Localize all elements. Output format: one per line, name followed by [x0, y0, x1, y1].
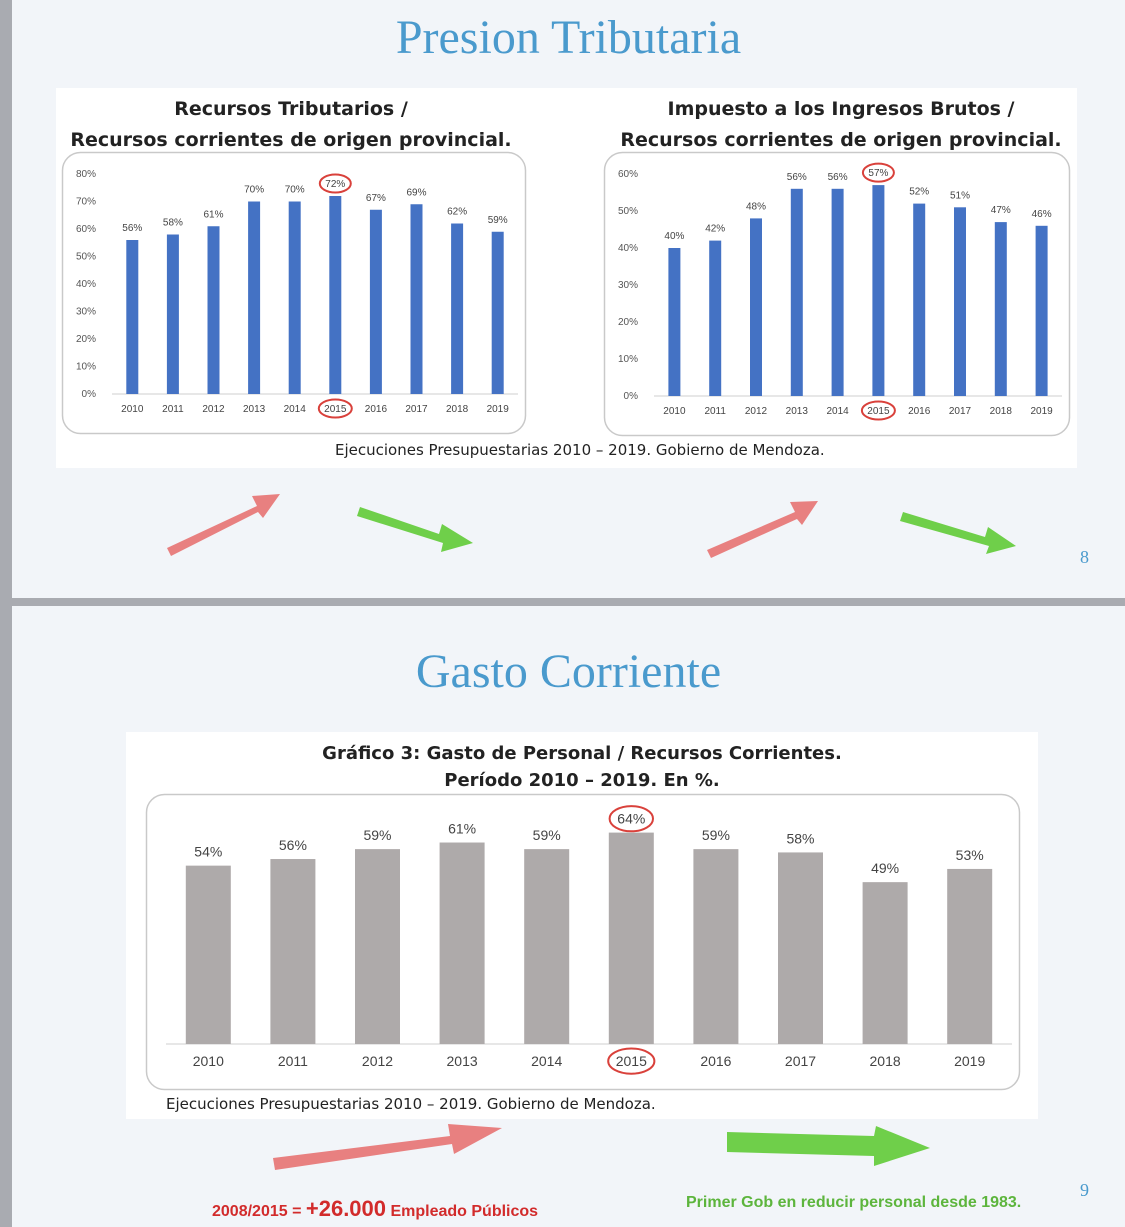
chart-2-title-line-2: Recursos corrientes de origen provincial.: [620, 129, 1062, 151]
bar: [668, 248, 680, 396]
x-tick-label: 2019: [954, 1053, 986, 1069]
data-label: 54%: [194, 843, 223, 860]
y-tick-label: 60%: [75, 224, 96, 235]
chart-1-title: [56, 94, 526, 156]
bar: [440, 843, 485, 1044]
x-tick-label: 2019: [1030, 406, 1053, 417]
bar: [609, 833, 654, 1044]
y-tick-label: 0%: [81, 389, 96, 400]
x-tick-label: 2013: [446, 1053, 478, 1069]
x-tick-label: 2017: [948, 406, 972, 417]
y-tick-label: 50%: [617, 206, 638, 217]
y-tick-label: 70%: [75, 196, 96, 208]
data-label: 70%: [284, 184, 305, 196]
chart-3-title-line-1: Gráfico 3: Gasto de Personal / Recursos Corrientes.: [322, 743, 842, 764]
footnote-suffix: Empleado Públicos: [386, 1203, 539, 1220]
data-label: 61%: [448, 820, 477, 837]
source-note: Ejecuciones Presupuestarias 2010 – 2019. Gobierno de Mendoza.: [166, 1095, 656, 1113]
data-label: 42%: [705, 223, 726, 235]
bar: [186, 866, 231, 1044]
x-tick-label: 2015: [324, 404, 347, 415]
y-tick-label: 10%: [617, 354, 638, 365]
data-label: 56%: [278, 837, 307, 854]
bar: [126, 240, 138, 394]
data-label: 70%: [244, 184, 265, 196]
x-tick-label: 2019: [486, 404, 509, 415]
bar: [947, 869, 992, 1044]
chart-1-title-line-1: Recursos Tributarios /: [174, 98, 408, 120]
bar: [451, 224, 463, 395]
bar: [863, 882, 908, 1044]
chart-3-title-line-2: Período 2010 – 2019. En %.: [444, 770, 720, 791]
data-label: 62%: [447, 206, 468, 218]
x-tick-label: 2012: [361, 1053, 394, 1069]
bar: [778, 852, 823, 1044]
footnote-highlight: +26.000: [305, 1196, 387, 1221]
y-tick-label: 50%: [75, 251, 96, 263]
x-tick-label: 2012: [202, 404, 225, 415]
bar: [355, 849, 400, 1044]
reduction-footnote: Primer Gob en reducir personal desde 1983.: [686, 1194, 1022, 1211]
bar: [791, 189, 803, 396]
data-label: 67%: [365, 192, 386, 204]
data-label: 58%: [162, 217, 183, 229]
bar: [411, 204, 423, 394]
slide-presion-tributaria: [12, 0, 1125, 598]
chart-3-title: [126, 740, 1038, 794]
x-tick-label: 2012: [744, 406, 768, 417]
x-tick-label: 2015: [867, 406, 890, 417]
x-tick-label: 2011: [162, 404, 184, 415]
footnote-prefix: 2008/2015 =: [212, 1203, 306, 1220]
data-label: 53%: [955, 846, 984, 863]
x-tick-label: 2011: [277, 1053, 308, 1069]
x-tick-label: 2011: [704, 406, 726, 417]
bar: [289, 202, 301, 395]
bar: [329, 196, 341, 394]
x-tick-label: 2017: [784, 1053, 817, 1069]
data-label: 47%: [990, 205, 1011, 217]
bar: [750, 218, 762, 396]
data-label: 58%: [786, 830, 815, 847]
x-tick-label: 2018: [445, 404, 469, 415]
slide-title: Presion Tributaria: [395, 11, 742, 64]
slide-gasto-corriente: [12, 606, 1125, 1227]
data-label: 61%: [203, 209, 224, 221]
data-label: 49%: [871, 860, 900, 877]
x-tick-label: 2018: [869, 1053, 901, 1069]
y-tick-label: 20%: [75, 334, 96, 345]
x-tick-label: 2010: [663, 406, 686, 417]
y-tick-label: 20%: [617, 317, 638, 328]
data-label: 69%: [406, 187, 427, 199]
data-label: 59%: [363, 827, 392, 844]
arrow-up-icon: [162, 488, 292, 558]
employees-footnote: [212, 1196, 538, 1222]
data-label: 72%: [325, 179, 346, 190]
x-tick-label: 2014: [283, 404, 306, 415]
chart-gasto-personal: [146, 794, 1020, 1090]
bar: [1036, 226, 1048, 396]
y-tick-label: 10%: [75, 361, 96, 373]
data-label: 57%: [868, 168, 889, 180]
chart-2-title-line-1: Impuesto a los Ingresos Brutos /: [667, 98, 1015, 120]
source-note: Ejecuciones Presupuestarias 2010 – 2019. Gobierno de Mendoza.: [335, 441, 825, 459]
arrow-down-icon: [357, 495, 487, 555]
bar: [954, 207, 966, 396]
data-label: 56%: [786, 171, 807, 183]
data-label: 51%: [949, 190, 971, 202]
x-tick-label: 2013: [242, 404, 266, 415]
data-label: 64%: [617, 810, 646, 827]
x-tick-label: 2016: [364, 404, 388, 415]
bar: [872, 185, 884, 396]
charts-panel: [56, 88, 1077, 468]
x-tick-label: 2010: [121, 404, 144, 415]
chart-1-title-line-2: Recursos corrientes de origen provincial.: [70, 129, 512, 151]
data-label: 56%: [827, 171, 848, 183]
x-tick-label: 2014: [531, 1053, 563, 1069]
page-number: 9: [1080, 1180, 1089, 1200]
chart-recursos-tributarios: [62, 152, 526, 434]
chart-2-title: [606, 94, 1076, 156]
data-label: 46%: [1031, 208, 1052, 220]
data-label: 59%: [487, 214, 508, 226]
arrow-up-icon: [270, 1114, 510, 1174]
bar: [832, 189, 844, 396]
x-tick-label: 2014: [826, 406, 849, 417]
y-tick-label: 80%: [75, 169, 96, 180]
bar: [270, 859, 315, 1044]
x-tick-label: 2010: [192, 1053, 224, 1069]
y-tick-label: 40%: [75, 279, 96, 290]
x-tick-label: 2016: [700, 1053, 732, 1069]
bar: [995, 222, 1007, 396]
data-label: 52%: [909, 186, 930, 198]
arrow-up-icon: [702, 495, 832, 565]
x-tick-label: 2016: [908, 406, 931, 417]
chart-ingresos-brutos: [604, 152, 1070, 436]
data-label: 59%: [701, 827, 730, 844]
bar: [492, 232, 504, 394]
x-tick-label: 2015: [615, 1053, 647, 1069]
bar: [524, 849, 569, 1044]
bar: [709, 241, 721, 396]
x-tick-label: 2013: [785, 406, 808, 417]
chart-panel: [126, 732, 1038, 1119]
data-label: 48%: [745, 201, 767, 213]
bar: [248, 202, 260, 395]
data-label: 56%: [122, 223, 143, 234]
arrow-down-icon: [900, 500, 1030, 560]
y-tick-label: 40%: [617, 243, 638, 254]
data-label: 59%: [532, 827, 561, 844]
y-tick-label: 0%: [623, 391, 638, 402]
bar: [370, 210, 382, 394]
slide-title: Gasto Corriente: [415, 645, 722, 698]
x-tick-label: 2017: [405, 404, 428, 415]
bar: [913, 204, 925, 396]
data-label: 40%: [664, 231, 685, 242]
y-tick-label: 30%: [75, 306, 96, 318]
page-number: 8: [1080, 547, 1089, 567]
x-tick-label: 2018: [989, 406, 1012, 417]
bar: [208, 226, 220, 394]
y-tick-label: 60%: [617, 169, 638, 180]
bar: [167, 235, 179, 395]
y-tick-label: 30%: [617, 280, 638, 291]
arrow-right-icon: [724, 1124, 934, 1174]
bar: [693, 849, 738, 1044]
